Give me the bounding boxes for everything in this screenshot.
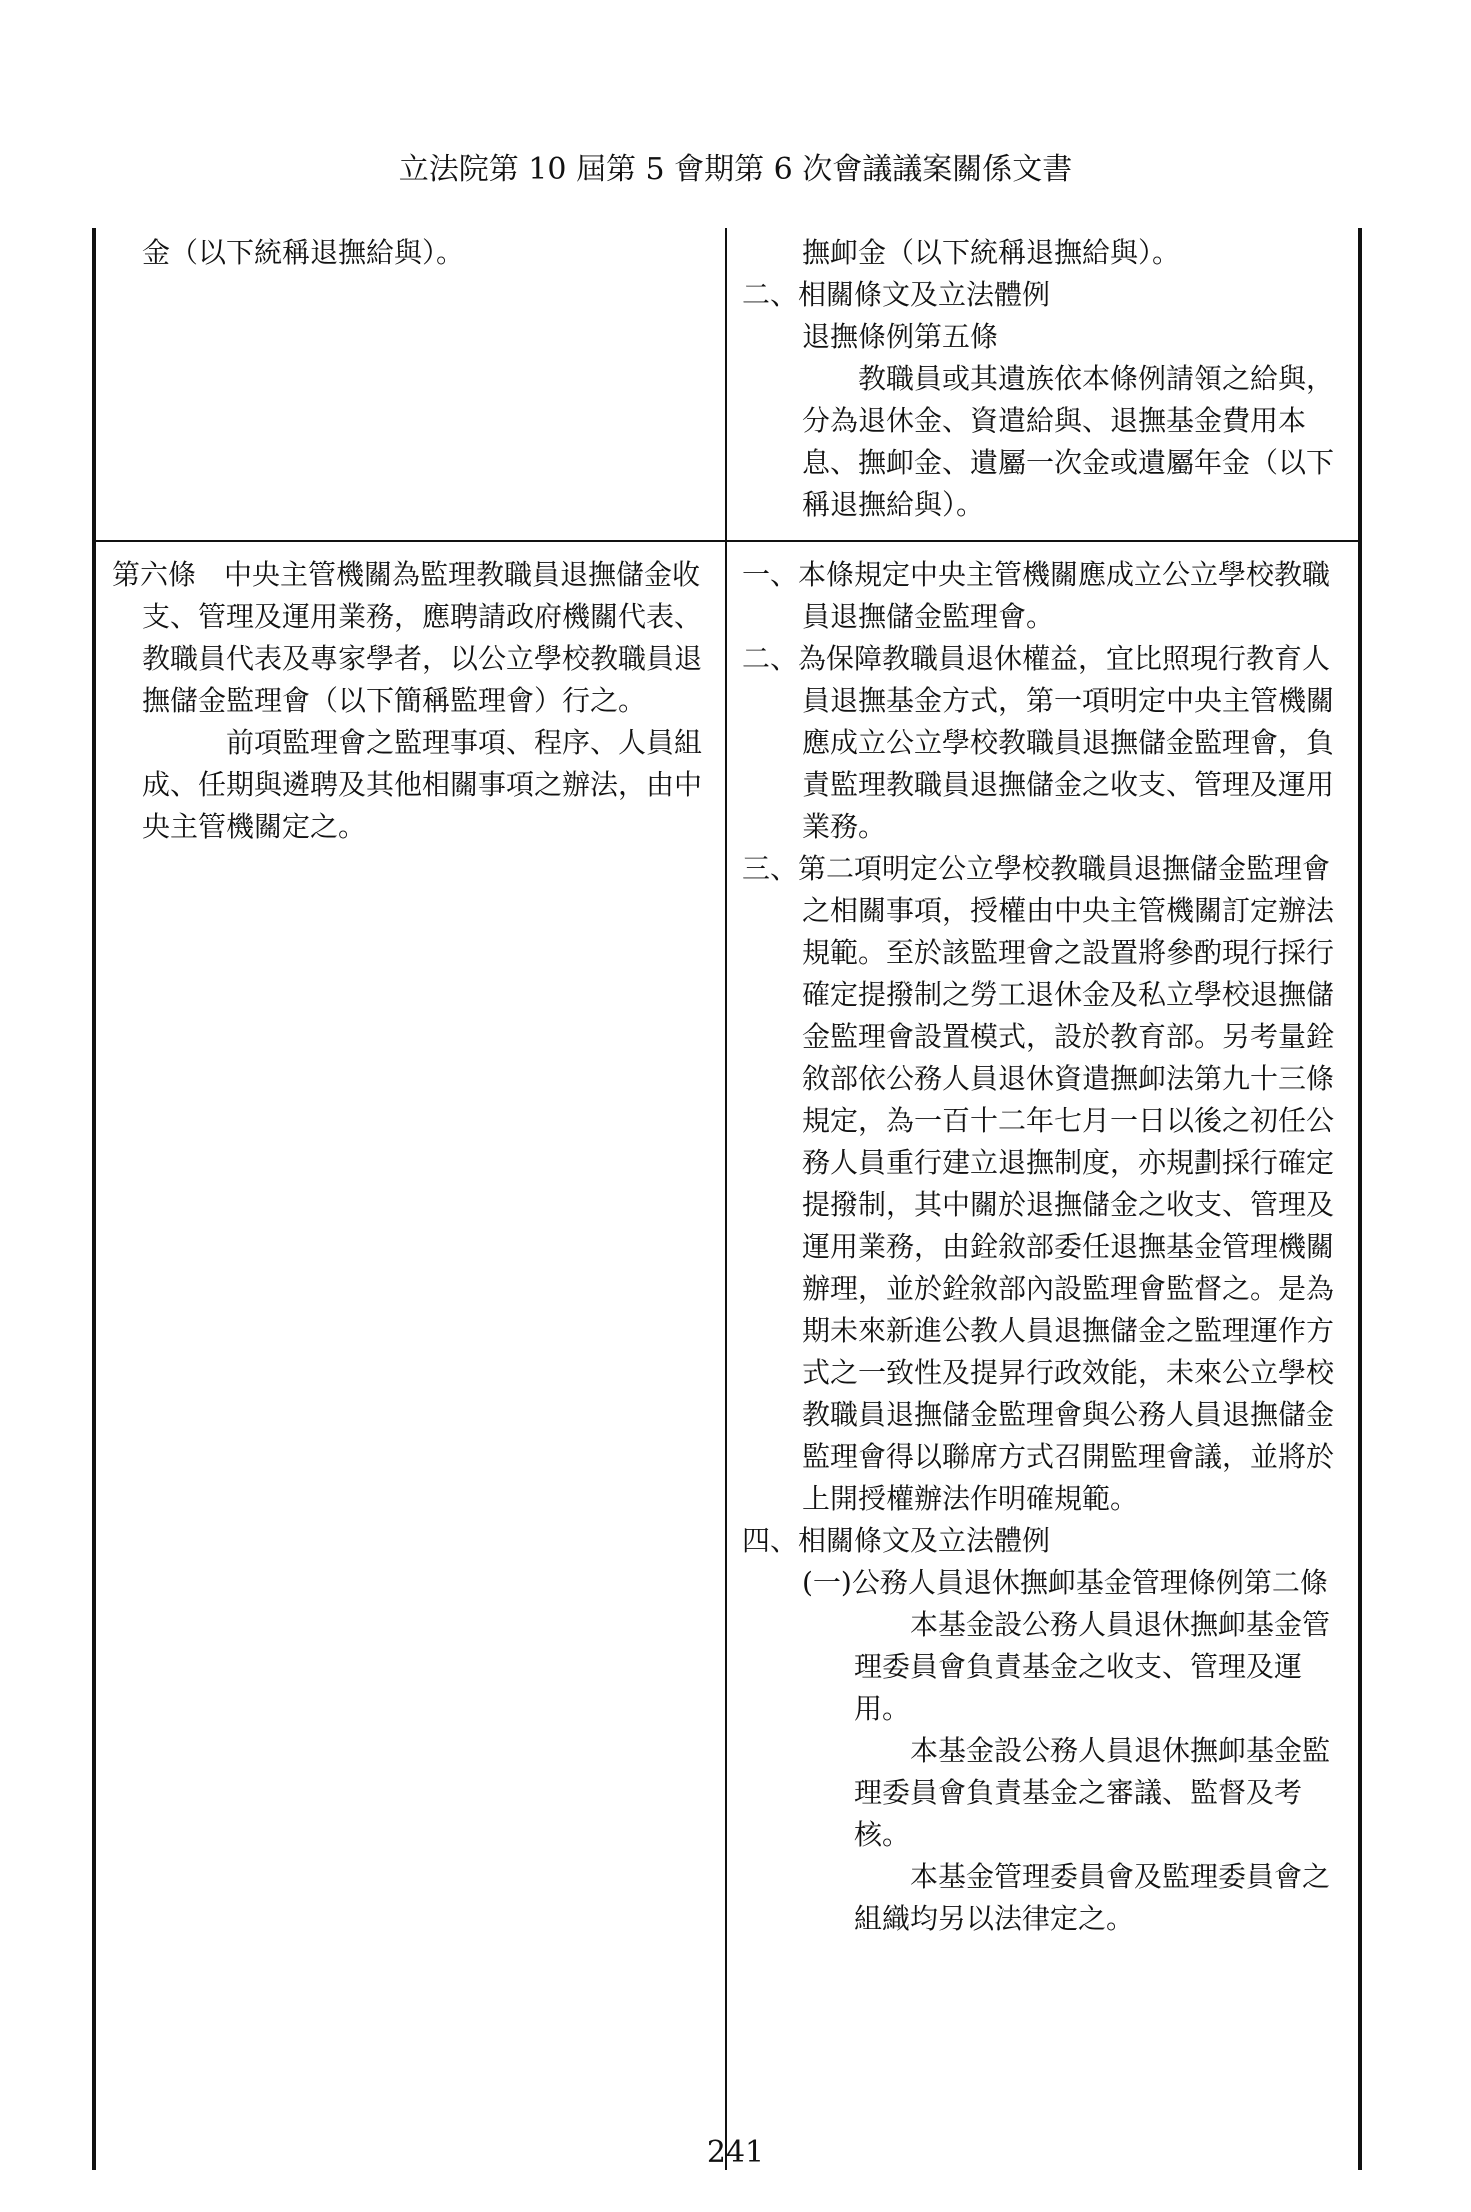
table-right-border (1358, 228, 1362, 2170)
sub-item-1-paragraph-1: 本基金設公務人員退休撫卹基金管理委員會負責基金之收支、管理及運用。 (854, 1608, 1331, 1725)
sub-item-1 (742, 1562, 1342, 1604)
explanation-item-3: 三、第二項明定公立學校教職員退撫儲金監理會之相關事項，授權由中央主管機關訂定辦法規範。至於該監理會之設置將參酌現行採行確定提撥制之勞工退休金及私立學校退撫儲金監理會設置模式，設於教育部。另考量銓敘部依公務人員退休資遣撫卹法第九十三條規定，為一百十二年七月一日以後之初任公務人員重行建立退撫制度，亦規劃採行確定提撥制，其中關於退撫儲金之收支、管理及運用業務，由銓敘部委任退撫基金管理機關辦理，並於銓敘部內設監理會監督之。是為期未來新進公教人員退撫儲金之監理運作方式之一致性及提昇行政效能，未來公立學校教職員退撫儲金監理會與公務人員退撫儲金監理會得以聯席方式召開監理會議，並將於上開授權辦法作明確規範。 (742, 852, 1335, 1515)
explanation-item-2-label: 二、相關條文及立法體例 (742, 278, 1051, 311)
article-six-heading: 第六條 中央主管機關為監理教職員退撫儲金收支、管理及運用業務，應聘請政府機關代表、教職員代表及專家學者，以公立學校教職員退撫儲金監理會（以下簡稱監理會）行之。 (112, 558, 703, 717)
sub-item-1-paragraph-2: 本基金設公務人員退休撫卹基金監理委員會負責基金之審議、監督及考核。 (854, 1734, 1331, 1851)
related-law-title: 退撫條例第五條 (802, 320, 999, 353)
comparison-table (92, 228, 1362, 2170)
explanation-item-4: 四、相關條文及立法體例 (742, 1524, 1051, 1557)
top-left-cell (142, 232, 702, 274)
top-left-text: 金（以下統稱退撫給與）。 (142, 236, 465, 269)
top-right-cell (742, 232, 1342, 526)
sub-item-1-title: (一)公務人員退休撫卹基金管理條例第二條 (802, 1566, 1328, 1599)
sub-item-1-paragraph-3: 本基金管理委員會及監理委員會之組織均另以法律定之。 (854, 1860, 1331, 1935)
article-six-paragraph-2: 前項監理會之監理事項、程序、人員組成、任期與遴聘及其他相關事項之辦法，由中央主管機關定之。 (142, 726, 703, 843)
explanation-item-2: 二、為保障教職員退休權益，宜比照現行教育人員退撫基金方式，第一項明定中央主管機關應成立公立學校教職員退撫儲金監理會，負責監理教職員退撫儲金之收支、管理及運用業務。 (742, 642, 1335, 843)
bottom-right-cell (742, 554, 1342, 1940)
related-law-text: 教職員或其遺族依本條例請領之給與，分為退休金、資遣給與、退撫基金費用本息、撫卹金、遺屬一次金或遺屬年金（以下稱退撫給與）。 (802, 362, 1335, 521)
table-row-divider (92, 540, 1362, 542)
page-header: 立法院第 10 屆第 5 會期第 6 次會議議案關係文書 (398, 152, 1073, 187)
table-column-divider (725, 228, 727, 2170)
bottom-left-cell (112, 554, 702, 848)
explanation-continuation: 撫卹金（以下統稱退撫給與）。 (802, 236, 1181, 269)
table-left-border (92, 228, 96, 2170)
explanation-item-1: 一、本條規定中央主管機關應成立公立學校教職員退撫儲金監理會。 (742, 558, 1331, 633)
page-number: 241 (706, 2135, 765, 2170)
